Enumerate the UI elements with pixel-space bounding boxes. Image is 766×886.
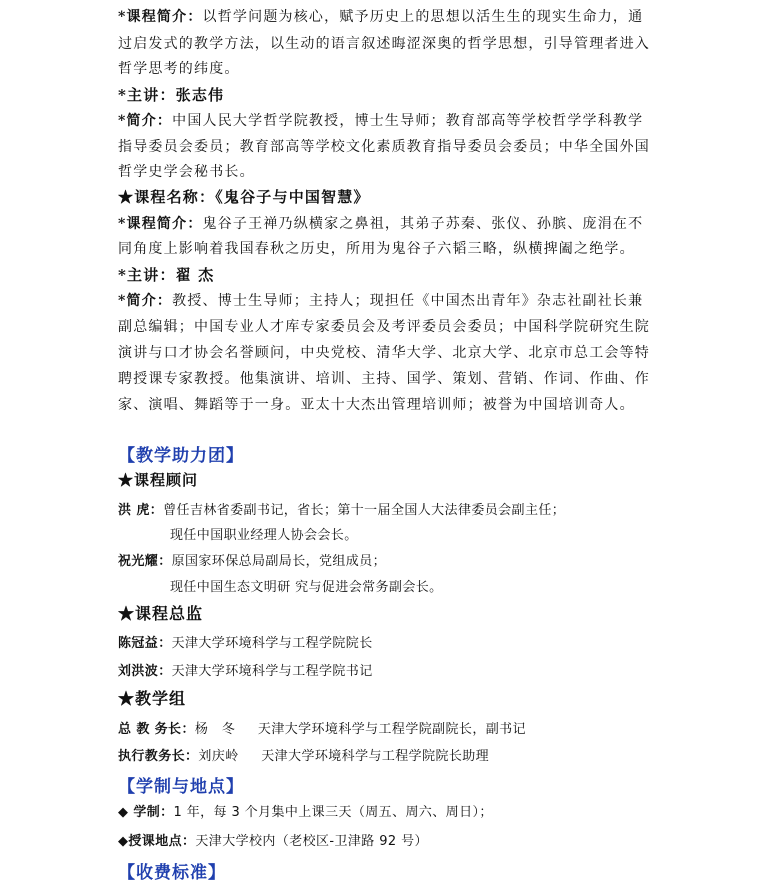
- course2-bio-text: 教授、博士生导师；主持人；现担任《中国杰出青年》杂志社副社长兼: [172, 293, 644, 309]
- schedule-place: [118, 830, 428, 849]
- course1-bio-label: *简介：: [118, 113, 173, 129]
- course2-lecturer-name: 翟 杰: [175, 266, 215, 284]
- group-liuql-text: 刘庆岭 天津大学环境科学与工程学院院长助理: [198, 749, 490, 764]
- group-yang-label: 总 教 务长：: [118, 722, 195, 737]
- director-chen-label: 陈冠益：: [118, 636, 172, 651]
- course2-name-label: ★课程名称：: [118, 188, 216, 206]
- course2-intro-line1: [118, 213, 643, 233]
- schedule-system-text: 1 年，每 3 个月集中上课三天（周五、周六、周日）；: [173, 805, 493, 820]
- course1-lecturer-name: 张志伟: [175, 86, 225, 104]
- director-chen: [118, 632, 373, 651]
- course2-lecturer-label: *主讲：: [118, 266, 176, 284]
- course1-intro-line3: 哲学思考的纬度。: [118, 61, 240, 77]
- course1-bio-line3: 哲学史学会秘书长。: [118, 164, 255, 180]
- advisor-hong-line2: 现任中国职业经理人协会会长。: [170, 528, 358, 543]
- team-heading: 【教学助力团】: [118, 446, 244, 466]
- course2-bio-line2: 副总编辑；中国专业人才库专家委员会及考评委员会委员；中国科学院研究生院: [118, 319, 650, 335]
- course2-intro-line2: 同角度上影响着我国春秋之历史，所用为鬼谷子六韬三略，纵横捭阖之绝学。: [118, 241, 635, 257]
- director-heading: ★课程总监: [118, 604, 204, 623]
- course1-intro-label: *课程简介：: [118, 9, 203, 25]
- director-liu-label: 刘洪波：: [118, 664, 172, 679]
- course2-bio-line1: [118, 290, 643, 310]
- advisor-zhu-label: 祝光耀：: [118, 554, 172, 569]
- schedule-heading: 【学制与地点】: [118, 777, 244, 797]
- group-heading: ★教学组: [118, 689, 187, 708]
- fees-heading: 【收费标准】: [118, 863, 226, 883]
- group-yang-text: 杨 冬 天津大学环境科学与工程学院副院长，副书记: [194, 722, 526, 737]
- course1-bio-line2: 指导委员会委员；教育部高等学校文化素质教育指导委员会委员；中华全国外国: [118, 139, 650, 155]
- group-yang: [118, 718, 526, 737]
- schedule-place-label: ◆授课地点：: [118, 834, 196, 849]
- director-liu-text: 天津大学环境科学与工程学院书记: [171, 664, 373, 679]
- course1-intro-text: 以哲学问题为核心，赋予历史上的思想以活生生的现实生命力，通: [202, 9, 644, 25]
- schedule-system-label: ◆ 学制：: [118, 805, 174, 820]
- course2-lecturer: [118, 264, 214, 285]
- course2-bio-label: *简介：: [118, 293, 173, 309]
- group-liuql-label: 执行教务长：: [118, 749, 199, 764]
- course1-bio-line1: [118, 110, 643, 130]
- course2-intro-label: *课程简介：: [118, 216, 203, 232]
- advisor-zhu-line2: 现任中国生态文明研 究与促进会常务副会长。: [170, 580, 443, 595]
- schedule-system: [118, 801, 493, 820]
- schedule-place-text: 天津大学校内（老校区-卫津路 92 号）: [195, 834, 428, 849]
- advisor-zhu: [118, 550, 386, 569]
- course2-bio-line5: 家、演唱、舞蹈等于一身。亚太十大杰出管理培训师；被誉为中国培训奇人。: [118, 397, 635, 413]
- director-chen-text: 天津大学环境科学与工程学院院长: [171, 636, 373, 651]
- advisor-heading: ★课程顾问: [118, 471, 199, 489]
- advisor-hong-label: 洪 虎：: [118, 503, 164, 518]
- advisor-hong-text: 曾任吉林省委副书记，省长；第十一届全国人大法律委员会副主任；: [163, 503, 566, 518]
- course2-bio-line4: 聘授课专家教授。他集演讲、培训、主持、国学、策划、营销、作词、作曲、作: [118, 371, 650, 387]
- course2-title: [118, 186, 370, 207]
- course2-intro-text: 鬼谷子王禅乃纵横家之鼻祖，其弟子苏秦、张仪、孙膑、庞涓在不: [202, 216, 644, 232]
- course2-bio-line3: 演讲与口才协会名誉顾问，中央党校、清华大学、北京大学、北京市总工会等特: [118, 345, 650, 361]
- course1-bio-text: 中国人民大学哲学院教授，博士生导师；教育部高等学校哲学学科教学: [172, 113, 644, 129]
- group-liuql: [118, 745, 489, 764]
- advisor-zhu-text: 原国家环保总局副局长，党组成员；: [171, 554, 387, 569]
- course1-intro-line2: 过启发式的教学方法，以生动的语言叙述晦涩深奥的哲学思想，引导管理者进入: [118, 36, 650, 52]
- course1-lecturer-label: *主讲：: [118, 86, 176, 104]
- director-liu: [118, 660, 373, 679]
- course1-lecturer: [118, 84, 224, 105]
- course2-name: 《鬼谷子与中国智慧》: [215, 188, 370, 206]
- course1-intro-line1: [118, 6, 643, 26]
- advisor-hong: [118, 499, 565, 518]
